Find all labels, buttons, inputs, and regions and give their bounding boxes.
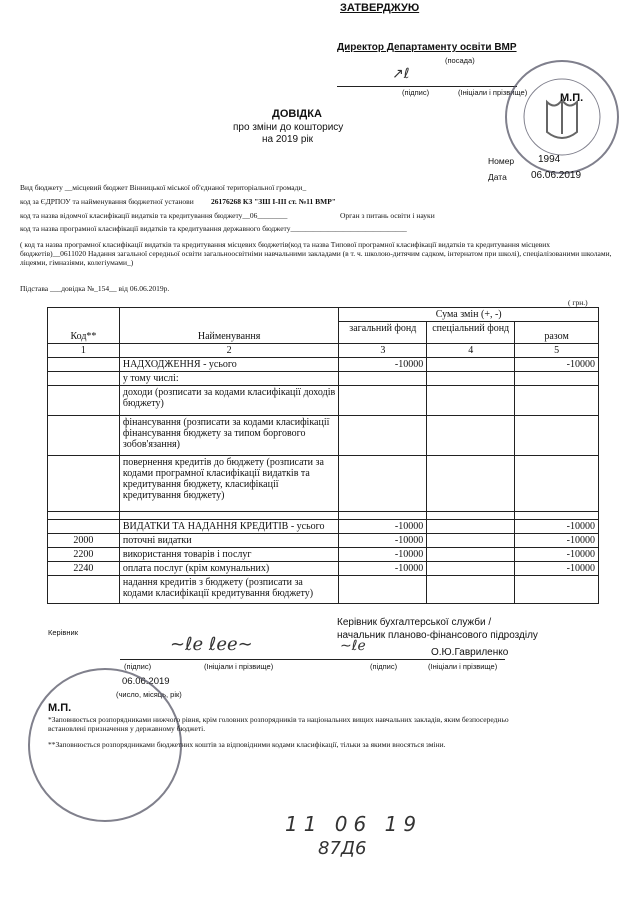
colnum-3: 3 xyxy=(339,344,427,358)
handwritten-date: 11 06 19 xyxy=(285,812,423,836)
edrpou-label: код за ЄДРПОУ та найменування бюджетної установи xyxy=(20,197,194,206)
header-zag: загальний фонд xyxy=(339,322,427,344)
changes-table xyxy=(47,307,599,604)
kerivnyk-initials: (Ініціали і прізвище) xyxy=(204,662,274,671)
table-row: фінансування (розписати за кодами класифікації фінансування бюджету за типом боргового зобов'язання) xyxy=(48,416,599,456)
data-value: 06.06.2019 xyxy=(531,170,582,181)
header-kod: Код** xyxy=(48,308,120,344)
edrpou-value: 26176268 КЗ "ЗШ І-ІІІ ст. №11 ВМР" xyxy=(211,197,336,206)
table-row: повернення кредитів до бюджету (розписати за кодами програмної класифікації видатків та кредитування бюджету, класифікації кредитування бюджету) xyxy=(48,456,599,512)
colnum-5: 5 xyxy=(515,344,599,358)
colnum-1: 1 xyxy=(48,344,120,358)
sign-date: 06.06.2019 xyxy=(122,676,170,687)
header-razom: разом xyxy=(515,322,599,344)
footnote-2: **Заповнюється розпорядниками бюджетних коштів за відповідними кодами класифікації, тільки за якими вносяться зміни. xyxy=(48,740,446,749)
approve-initials-caption: (Ініціали і прізвище) xyxy=(458,88,528,97)
kerivnyk-pidpys: (підпис) xyxy=(124,662,152,671)
doc-title: ДОВІДКА xyxy=(272,108,322,120)
sign-date-caption: (число, місяць, рік) xyxy=(116,690,182,699)
buh-initials: (Ініціали і прізвище) xyxy=(428,662,498,671)
approve-mp: М.П. xyxy=(560,92,584,104)
vidomcha-label: код та назва відомчої класифікації видатків та кредитування бюджету__06________ xyxy=(20,211,288,220)
posada-caption: (посада) xyxy=(445,56,475,65)
table-row: НАДХОДЖЕННЯ - усього -10000 -10000 xyxy=(48,358,599,372)
nomer-value: 1994 xyxy=(538,154,561,165)
table-row: 2240 оплата послуг (крім комунальних) -10000 -10000 xyxy=(48,562,599,576)
approve-signature-line xyxy=(337,86,517,87)
buh-title-1: Керівник бухгалтерської служби / xyxy=(337,617,492,628)
data-label: Дата xyxy=(488,172,507,182)
table-row xyxy=(48,512,599,520)
sign-mp: М.П. xyxy=(48,702,72,714)
table-row: надання кредитів з бюджету (розписати за кодами класифікації кредитування бюджету) xyxy=(48,576,599,604)
approve-position: Директор Департаменту освіти ВМР xyxy=(337,42,517,53)
approve-signature: ↗ℓ xyxy=(392,66,410,82)
footnote-1: *Заповнюється розпорядниками нижчого рівня, крім головних розпорядників та національних вищих навчальних закладів, яким безпосередньо встановлені призначення у державному бюджеті. xyxy=(48,715,509,733)
header-name: Найменування xyxy=(119,308,339,344)
buh-signature: ∼ℓℯ xyxy=(340,638,366,654)
table-row: ВИДАТКИ ТА НАДАННЯ КРЕДИТІВ - усього -10000 -10000 xyxy=(48,520,599,534)
doc-year: на 2019 рік xyxy=(262,134,314,145)
header-sum: Сума змін (+, -) xyxy=(339,308,599,322)
kerivnyk-signature: ~ℓℯ ℓℯℯ∼ xyxy=(170,634,253,655)
buh-signature-line xyxy=(335,659,505,660)
program-local-line: ( код та назва програмної класифікації видатків та кредитування місцевих бюджетів(код та назва Типової програмної класифікації видатків та кредитування місцевих бюджетів)__0611020 Надання загальної середньої освіти загальноосвітніми навчальними закладами (в т. ч. школою-дитячим садком, інтернатом при школі), спеціалізованими школами, ліцеями, гімназіями, колегіумами_) xyxy=(20,240,612,267)
table-row: доходи (розписати за кодами класифікації доходів бюджету) xyxy=(48,386,599,416)
buh-name: О.Ю.Гавриленко xyxy=(431,647,509,658)
unit: ( грн.) xyxy=(568,298,588,307)
buh-title-2: начальник планово-фінансового підрозділу xyxy=(337,630,538,641)
header-spec: спеціальний фонд xyxy=(427,322,515,344)
pidstava: Підстава ___довідка №_154__ від 06.06.2019р. xyxy=(20,284,170,293)
nomer-label: Номер xyxy=(488,156,515,166)
budget-type: Вид бюджету __місцевий бюджет Вінницької міської об'єднаної територіальної громади_ xyxy=(20,183,307,192)
approve-title: ЗАТВЕРДЖУЮ xyxy=(340,2,420,14)
kerivnyk-label: Керівник xyxy=(48,628,78,637)
table-row: 2200 використання товарів і послуг -10000 -10000 xyxy=(48,548,599,562)
kerivnyk-signature-line xyxy=(120,659,335,660)
trident-emblem-icon xyxy=(507,62,617,172)
handwritten-code: 87Д6 xyxy=(318,838,367,859)
vidomcha-value: Орган з питань освіти і науки xyxy=(340,211,435,220)
colnum-2: 2 xyxy=(119,344,339,358)
doc-subtitle: про зміни до кошторису xyxy=(233,122,344,133)
table-row: у тому числі: xyxy=(48,372,599,386)
buh-pidpys: (підпис) xyxy=(370,662,398,671)
official-stamp-top xyxy=(505,60,619,174)
program-state-line: код та назва програмної класифікації видатків та кредитування державного бюджету_______________________________ xyxy=(20,224,407,233)
approve-pidpys-caption: (підпис) xyxy=(402,88,430,97)
colnum-4: 4 xyxy=(427,344,515,358)
table-row: 2000 поточні видатки -10000 -10000 xyxy=(48,534,599,548)
